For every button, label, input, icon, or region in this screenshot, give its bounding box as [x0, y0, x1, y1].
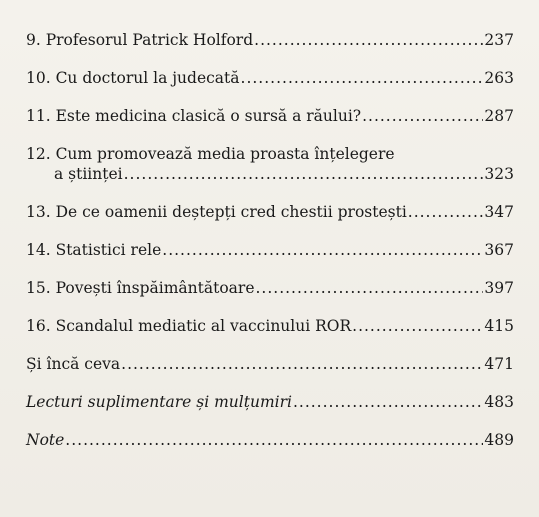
toc-entry-page: 483 — [484, 393, 514, 411]
toc-entry-9 — [26, 30, 514, 50]
toc-entry-page: 287 — [484, 107, 514, 125]
toc-entry-page: 237 — [484, 31, 514, 49]
toc-entry-title-line2: a științei — [54, 165, 123, 183]
toc-leader-dots — [352, 316, 483, 336]
toc-leader-dots — [362, 106, 483, 126]
table-of-contents — [26, 30, 514, 468]
toc-entry-title: Și încă ceva — [26, 355, 121, 373]
toc-leader-dots — [241, 68, 484, 88]
toc-leader-dots — [162, 240, 483, 260]
toc-entry-title: Lecturi suplimentare și mulțumiri — [26, 393, 292, 411]
toc-entry-page: 323 — [484, 165, 514, 183]
toc-leader-dots — [408, 202, 484, 222]
toc-entry-page: 471 — [484, 355, 514, 373]
toc-entry-page: 263 — [484, 69, 514, 87]
toc-entry-si-inca-ceva — [26, 354, 514, 374]
toc-entry-page: 367 — [484, 241, 514, 259]
toc-leader-dots — [65, 430, 483, 450]
toc-leader-dots — [124, 164, 484, 184]
toc-leader-dots — [254, 30, 483, 50]
toc-entry-16 — [26, 316, 514, 336]
toc-entry-title: 15. Povești înspăimântătoare — [26, 279, 255, 297]
toc-entry-page: 415 — [484, 317, 514, 335]
toc-entry-title: 14. Statistici rele — [26, 241, 162, 259]
toc-entry-title: 11. Este medicina clasică o sursă a răului? — [26, 107, 362, 125]
toc-leader-dots — [256, 278, 484, 298]
toc-entry-title: 13. De ce oamenii deștepți cred chestii prostești — [26, 203, 407, 221]
toc-entry-title: 10. Cu doctorul la judecată — [26, 69, 240, 87]
toc-entry-page: 489 — [484, 431, 514, 449]
toc-entry-12 — [26, 144, 514, 184]
toc-entry-title: Note — [26, 431, 65, 449]
toc-leader-dots — [121, 354, 483, 374]
toc-entry-page: 347 — [484, 203, 514, 221]
toc-entry-10 — [26, 68, 514, 88]
toc-entry-title: 9. Profesorul Patrick Holford — [26, 31, 254, 49]
toc-leader-dots — [293, 392, 483, 412]
toc-entry-14 — [26, 240, 514, 260]
toc-entry-13 — [26, 202, 514, 222]
toc-entry-page: 397 — [484, 279, 514, 297]
toc-entry-11 — [26, 106, 514, 126]
toc-entry-title-line1: 12. Cum promovează media proasta înțelegere — [26, 145, 395, 163]
toc-entry-note — [26, 430, 514, 450]
toc-entry-title: 16. Scandalul mediatic al vaccinului ROR — [26, 317, 352, 335]
toc-entry-lecturi — [26, 392, 514, 412]
toc-entry-15 — [26, 278, 514, 298]
